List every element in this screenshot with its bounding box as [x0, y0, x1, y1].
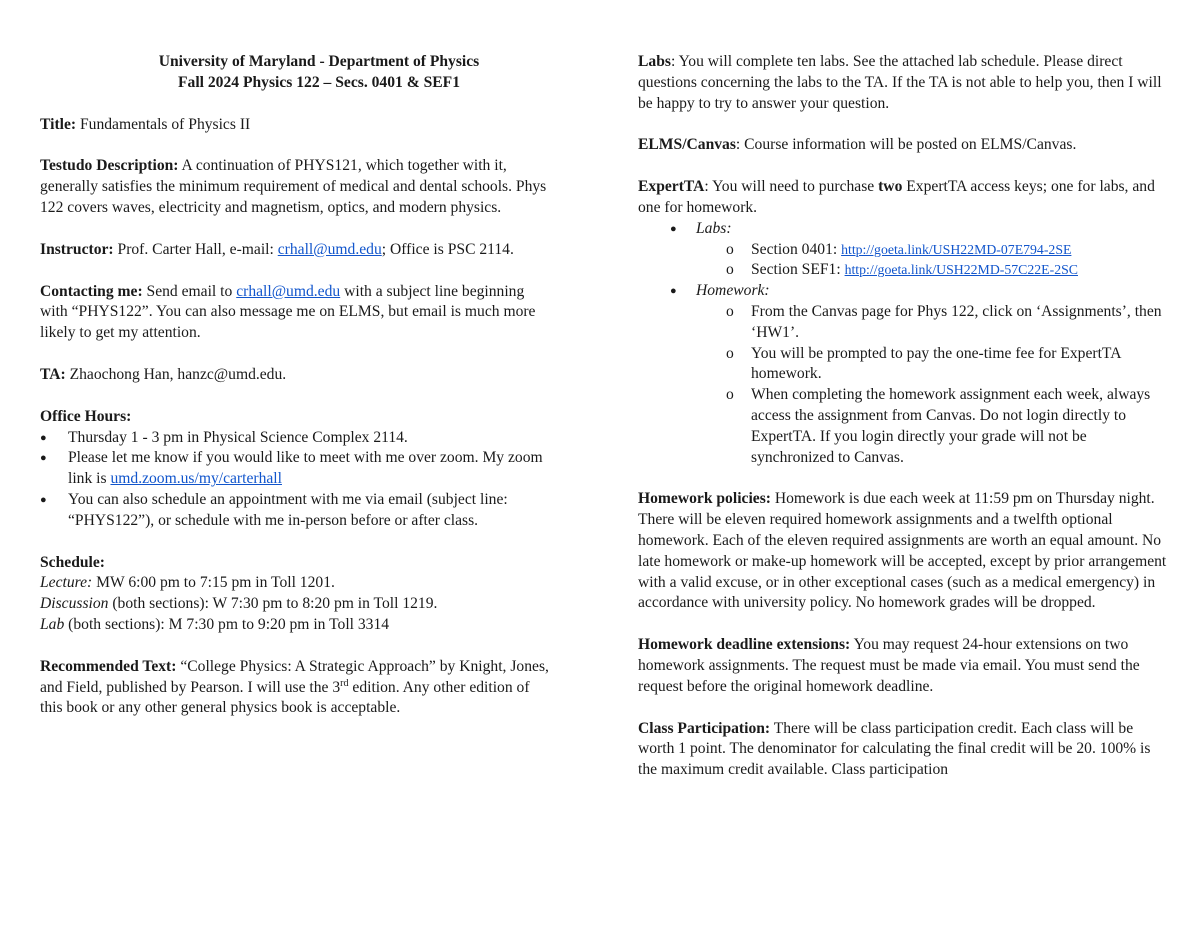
lecture-text: MW 6:00 pm to 7:15 pm in Toll 1201. — [92, 574, 335, 592]
instructor-section — [40, 240, 555, 261]
contacting-section — [40, 282, 555, 344]
title-section — [40, 115, 555, 136]
expertta-list — [638, 219, 1170, 469]
header-line-1: University of Maryland - Department of Physics — [158, 53, 480, 70]
lab-label: Lab — [40, 615, 65, 633]
textbook-section — [40, 657, 555, 719]
textbook-sup: rd — [340, 677, 349, 689]
testudo-label: Testudo Description: — [40, 157, 179, 175]
office-hours-item: ● Thursday 1 - 3 pm in Physical Science Complex 2114. — [40, 428, 555, 449]
testudo-section — [40, 156, 555, 218]
left-column — [40, 52, 555, 740]
title-text: Fundamentals of Physics II — [76, 115, 251, 133]
title-label: Title: — [40, 115, 77, 133]
labs-label: Labs — [638, 53, 671, 70]
labs-section — [638, 52, 1170, 114]
labs-sections-list — [696, 240, 1170, 282]
homework-extensions-text: You may request 24-hour extensions on two homework assignments. The request must be made via email. You must send the request before the original homework deadline. — [638, 636, 1140, 695]
participation-label: Class Participation: — [638, 719, 771, 737]
textbook-text-before: “College Physics: A Strategic Approach” by Knight, Jones, and Field, published by Pearson. I will use the 3 — [40, 657, 549, 696]
homework-extensions-section — [638, 635, 1170, 697]
section-sef1-link[interactable]: http://goeta.link/USH22MD-57C22E-2SC — [844, 262, 1078, 278]
participation-section — [638, 719, 1170, 781]
section-0401-link[interactable]: http://goeta.link/USH22MD-07E794-2SE — [841, 241, 1072, 257]
section-sef1-item — [696, 260, 1170, 281]
section-0401-item — [696, 240, 1170, 261]
homework-policies-section — [638, 489, 1170, 614]
zoom-link[interactable]: umd.zoom.us/my/carterhall — [110, 470, 282, 488]
expertta-text-after: ExpertTA access keys; one for labs, and one for homework. — [638, 178, 1155, 216]
ta-section — [40, 365, 555, 386]
office-hours-item: ● You can also schedule an appointment with me via email (subject line: “PHYS122”), or schedule with me in-person before or after class. — [40, 490, 555, 532]
testudo-text: A continuation of PHYS121, which together with it, generally satisfies the minimum requirement of medical and dental schools. Phys 122 covers waves, electricity and magnetism, optics, and modern physics. — [40, 157, 547, 216]
elms-text: : Course information will be posted on ELMS/Canvas. — [735, 136, 1077, 154]
header-line-2: Fall 2024 Physics 122 – Secs. 0401 & SEF1 — [178, 73, 460, 91]
homework-extensions-label: Homework deadline extensions: — [638, 636, 851, 654]
expertta-label: ExpertTA — [638, 178, 705, 196]
homework-step: o You will be prompted to pay the one-time fee for ExpertTA homework. — [696, 344, 1170, 386]
textbook-text-after: edition. Any other edition of this book or any other general physics book is acceptable. — [40, 678, 530, 717]
office-hours-label: Office Hours: — [40, 407, 132, 425]
homework-steps-list — [696, 302, 1170, 468]
expertta-text-before: : You will need to purchase — [704, 178, 879, 196]
homework-policies-text: Homework is due each week at 11:59 pm on Thursday night. There will be eleven required homework assignments and a twelfth optional homework. Each of the eleven required assignments are worth an equal amount. No late homework or make-up homework will be accepted, except by prior arrangement with a valid excuse, or in other exceptional cases (such as a medical emergency) in accordance with university policy. No homework grades will be dropped. — [638, 490, 1167, 612]
textbook-label: Recommended Text: — [40, 657, 177, 675]
page-header — [40, 52, 555, 94]
ta-text: Zhaochong Han, hanzc@umd.edu. — [65, 365, 287, 383]
schedule-section — [40, 553, 555, 636]
homework-step: o When completing the homework assignment each week, always access the assignment from Canvas. Do not login directly to ExpertTA. If you login directly your grade will not be synchronized to Canvas. — [696, 385, 1170, 468]
contacting-label: Contacting me: — [40, 282, 143, 300]
expertta-labs-label: Labs: — [696, 219, 732, 237]
expertta-bold-word: two — [878, 178, 903, 196]
discussion-label: Discussion — [40, 595, 109, 613]
ta-label: TA: — [40, 365, 66, 383]
office-hours-list — [40, 428, 555, 532]
schedule-label: Schedule: — [40, 553, 105, 571]
expertta-labs-item — [638, 219, 1170, 281]
expertta-section — [638, 177, 1170, 468]
schedule-lab — [40, 615, 555, 636]
lecture-label: Lecture: — [40, 574, 93, 592]
contacting-text-after: with a subject line beginning with “PHYS122”. You can also message me on ELMS, but email is much more likely to get my attention. — [40, 282, 536, 342]
schedule-discussion — [40, 594, 555, 615]
elms-section — [638, 135, 1170, 156]
expertta-homework-label: Homework: — [696, 282, 770, 300]
zoom-text: Please let me know if you would like to meet with me over zoom. My zoom link is — [68, 449, 543, 488]
instructor-label: Instructor: — [40, 240, 114, 258]
elms-label: ELMS/Canvas — [638, 136, 736, 154]
participation-text: There will be class participation credit. Each class will be worth 1 point. The denominator for calculating the final credit will be 20. 100% is the maximum credit available. Class participation — [638, 719, 1151, 779]
right-column — [638, 52, 1170, 802]
lab-text: (both sections): M 7:30 pm to 9:20 pm in Toll 3314 — [64, 615, 390, 633]
schedule-lecture — [40, 573, 555, 594]
section-0401-text: Section 0401: — [751, 240, 842, 258]
contacting-text-before: Send email to — [142, 282, 237, 300]
homework-policies-label: Homework policies: — [638, 490, 771, 508]
labs-text: : You will complete ten labs. See the attached lab schedule. Please direct questions concerning the labs to the TA. If the TA is not able to help you, then I will be happy to try to answer your question. — [638, 53, 1162, 112]
office-hours-item — [40, 448, 555, 490]
expertta-homework-item — [638, 281, 1170, 468]
office-hours-section — [40, 407, 555, 532]
instructor-text: Prof. Carter Hall, e-mail: — [113, 240, 278, 258]
instructor-office: ; Office is PSC 2114. — [381, 240, 514, 258]
instructor-email-link[interactable]: crhall@umd.edu — [277, 240, 382, 258]
discussion-text: (both sections): W 7:30 pm to 8:20 pm in Toll 1219. — [108, 595, 438, 613]
contact-email-link[interactable]: crhall@umd.edu — [236, 282, 341, 300]
homework-step: o From the Canvas page for Phys 122, click on ‘Assignments’, then ‘HW1’. — [696, 302, 1170, 344]
section-sef1-text: Section SEF1: — [751, 261, 845, 279]
